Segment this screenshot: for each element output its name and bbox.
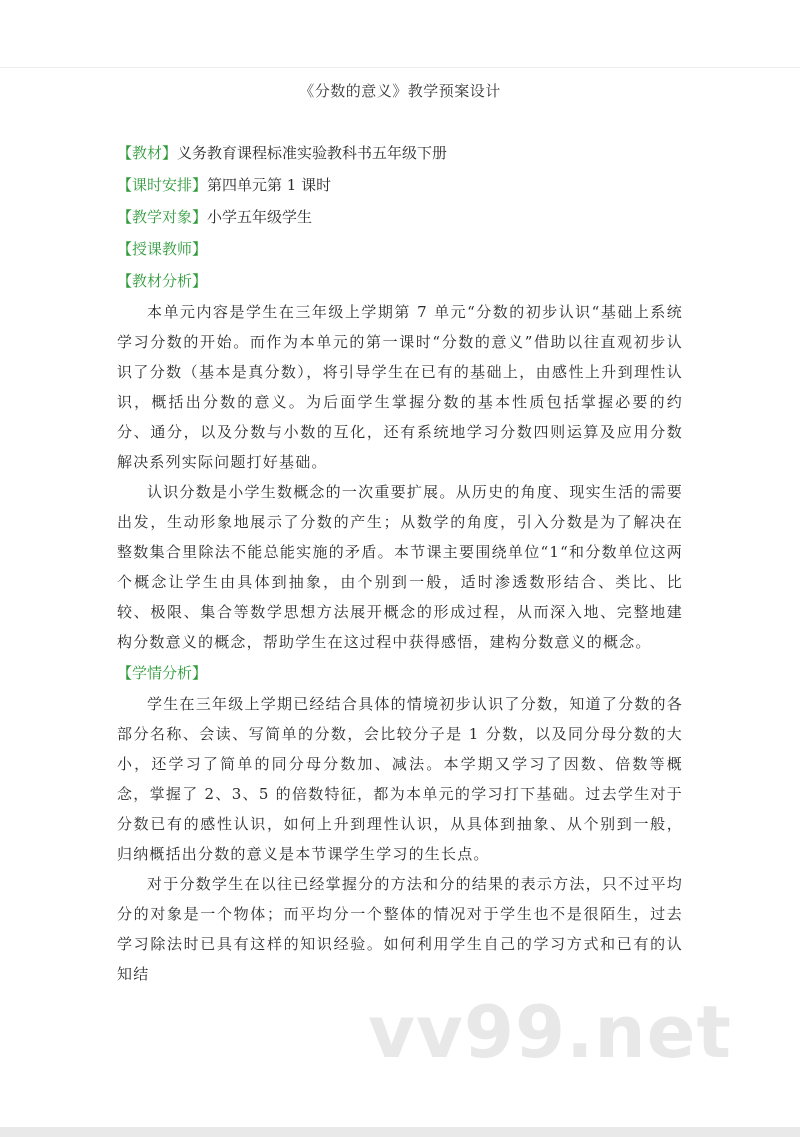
lesson-info <box>117 137 683 265</box>
header-divider <box>0 67 800 68</box>
section-heading: 【教材分析】 <box>117 272 208 290</box>
section-textbook-analysis <box>117 265 683 657</box>
field-audience <box>117 201 683 233</box>
field-value: 义务教育课程标准实验教科书五年级下册 <box>177 144 448 162</box>
field-teacher <box>117 233 683 265</box>
field-value: 小学五年级学生 <box>207 208 313 226</box>
field-label: 【教材】 <box>117 144 178 162</box>
field-label: 【教学对象】 <box>117 208 208 226</box>
paragraph: 学生在三年级上学期已经结合具体的情境初步认识了分数，知道了分数的各部分名称、会读、写简单的分数，会比较分子是 1 分数，以及同分母分数的大小，还学习了简单的同分母分数加、减法。本学期又学习了因数、倍数等概念，掌握了 2、3、5 的倍数特征，都为本单元的学习打下基础。过去学生对于分数已有的感性认识，如何上升到理性认识，从具体到抽象、从个别到一般，归纳概括出分数的意义是本节课学生学习的生长点。 <box>117 695 683 863</box>
field-value: 第四单元第 1 课时 <box>207 176 332 194</box>
watermark: vv99.net <box>368 990 732 1074</box>
paragraph: 对于分数学生在以往已经掌握分的方法和分的结果的表示方法，只不过平均分的对象是一个物体；而平均分一个整体的情况对于学生也不是很陌生，过去学习除法时已具有这样的知识经验。如何利用学生自己的学习方式和已有的认知结 <box>117 875 683 983</box>
paragraph: 本单元内容是学生在三年级上学期第 7 单元“分数的初步认识“基础上系统学习分数的开始。而作为本单元的第一课时“分数的意义”借助以往直观初步认识了分数（基本是真分数），将引导学生在已有的基础上，由感性上升到理性认识，概括出分数的意义。为后面学生掌握分数的基本性质包括掌握必要的约分、通分，以及分数与小数的互化，还有系统地学习分数四则运算及应用分数解决系列实际问题打好基础。 <box>117 303 683 471</box>
section-learner-analysis <box>117 657 683 989</box>
field-label: 【课时安排】 <box>117 176 208 194</box>
page-bottom-edge <box>0 1127 800 1137</box>
field-schedule <box>117 169 683 201</box>
field-textbook <box>117 137 683 169</box>
document-title: 《分数的意义》教学预案设计 <box>299 82 501 100</box>
paragraph: 认识分数是小学生数概念的一次重要扩展。从历史的角度、现实生活的需要出发，生动形象地展示了分数的产生；从数学的角度，引入分数是为了解决在整数集合里除法不能总能实施的矛盾。本节课主要围绕单位“1“和分数单位这两个概念让学生由具体到抽象，由个别到一般，适时渗透数形结合、类比、比较、极限、集合等数学思想方法展开概念的形成过程，从而深入地、完整地建构分数意义的概念，帮助学生在这过程中获得感悟，建构分数意义的概念。 <box>117 483 683 651</box>
field-label: 【授课教师】 <box>117 240 208 258</box>
section-heading: 【学情分析】 <box>117 664 208 682</box>
document-content <box>117 70 683 989</box>
